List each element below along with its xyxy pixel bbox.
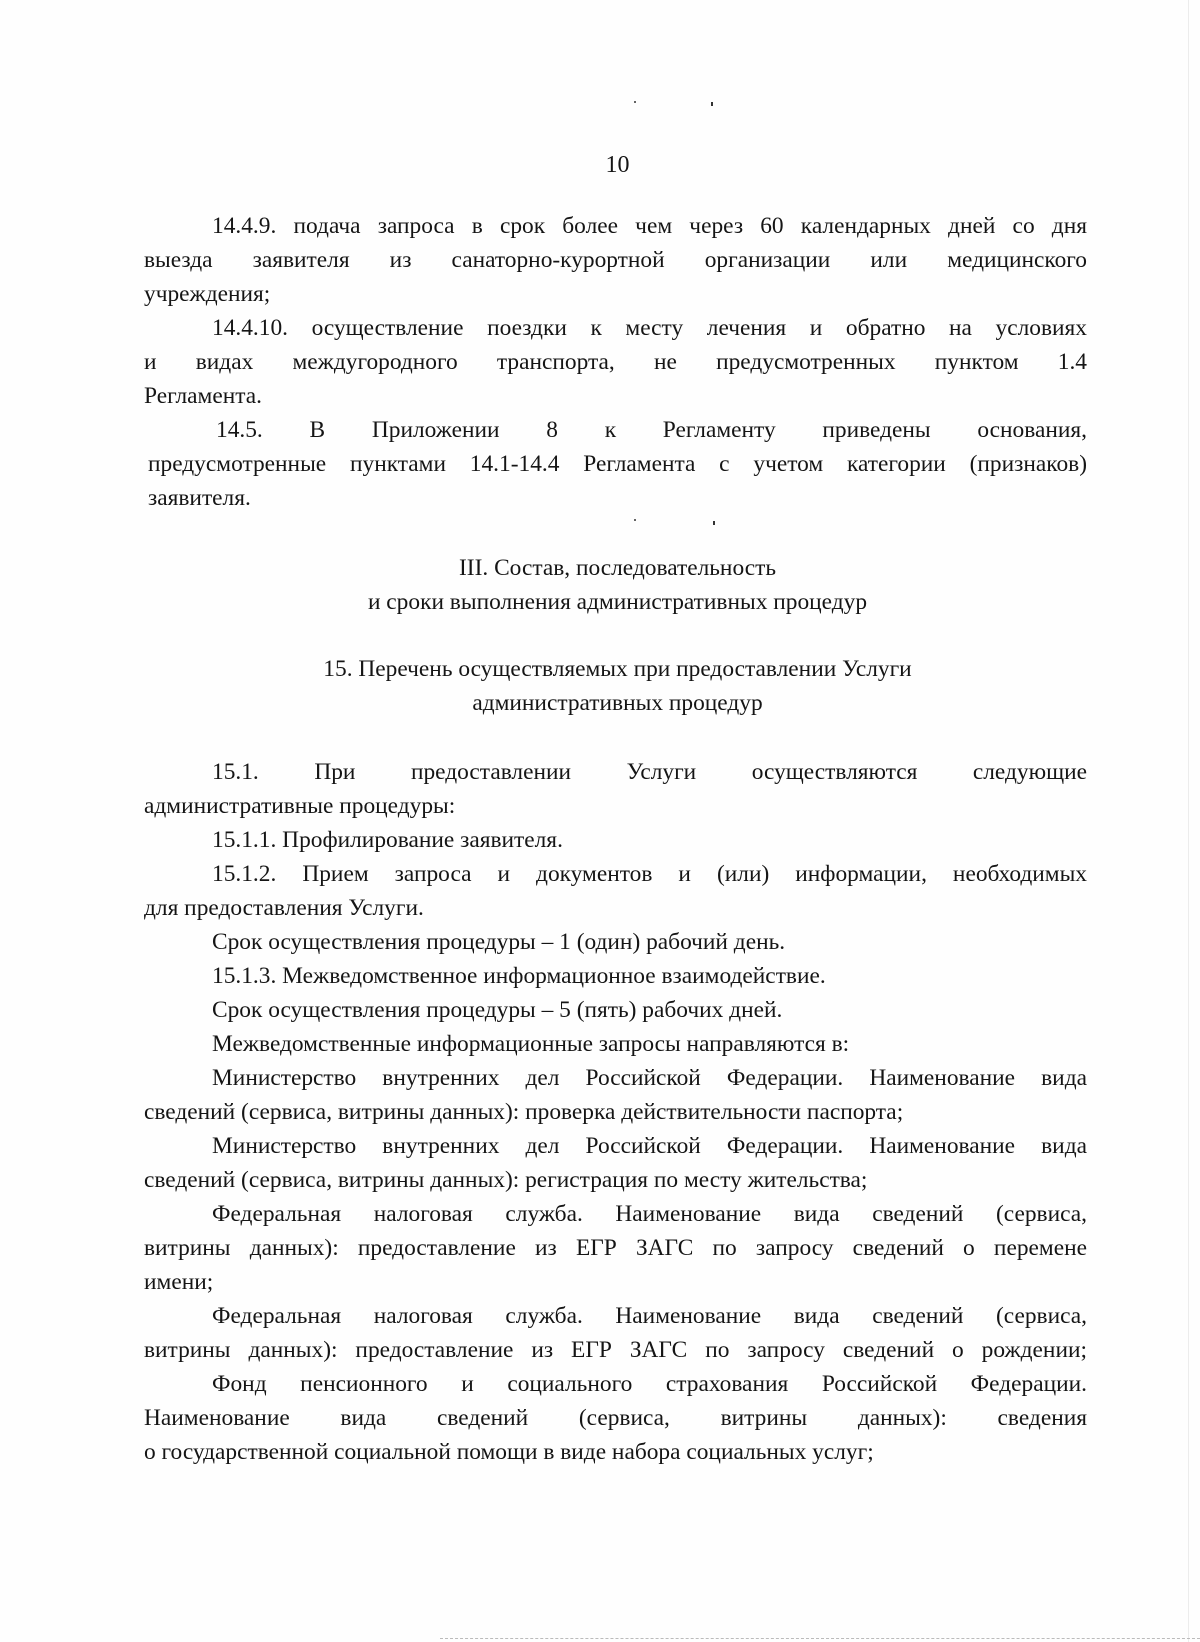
scan-bottom-edge [440,1638,1200,1640]
paragraph-14-5-line-1: 14.5. В Приложении 8 к Регламенту приведены основания, [216,417,1087,443]
item-15-1-3: 15.1.3. Межведомственное информационное взаимодействие. [212,963,826,989]
paragraph-14-4-10-line-3: Регламента. [144,383,262,409]
item-15-1-1: 15.1.1. Профилирование заявителя. [212,827,563,853]
paragraph-14-4-9-line-3: учреждения; [144,281,271,307]
request-4-line-1: Федеральная налоговая служба. Наименование вида сведений (сервиса, [212,1303,1087,1329]
request-5-line-2: Наименование вида сведений (сервиса, витрины данных): сведения [144,1405,1087,1431]
item-15-1-2-line-2: для предоставления Услуги. [144,895,424,921]
scan-speck [634,519,636,521]
request-3-line-1: Федеральная налоговая служба. Наименование вида сведений (сервиса, [212,1201,1087,1227]
paragraph-15-1-line-1: 15.1. При предоставлении Услуги осуществляются следующие [212,759,1087,785]
paragraph-14-4-10-line-2: и видах междугородного транспорта, не предусмотренных пунктом 1.4 [144,349,1087,375]
scan-edge [1188,0,1189,1642]
paragraph-15-1-line-2: административные процедуры: [144,793,456,819]
request-1-line-1: Министерство внутренних дел Российской Федерации. Наименование вида [212,1065,1087,1091]
request-2-line-2: сведений (сервиса, витрины данных): регистрация по месту жительства; [144,1167,868,1193]
paragraph-14-5-line-2: предусмотренные пунктами 14.1-14.4 Регламента с учетом категории (признаков) [148,451,1087,477]
request-4-line-2: витрины данных): предоставление из ЕГР ЗАГС по запросу сведений о рождении; [144,1337,1087,1363]
procedure-term-2: Срок осуществления процедуры – 5 (пять) рабочих дней. [212,997,783,1023]
request-3-line-3: имени; [144,1269,214,1295]
subsection-heading-line-1: 15. Перечень осуществляемых при предоставлении Услуги [323,656,912,682]
paragraph-14-4-9-line-2: выезда заявителя из санаторно-курортной организации или медицинского [144,247,1087,273]
page-number: 10 [605,152,630,178]
procedure-term-1: Срок осуществления процедуры – 1 (один) рабочий день. [212,929,786,955]
paragraph-14-4-9-line-1: 14.4.9. подача запроса в срок более чем через 60 календарных дней со дня [212,213,1087,239]
scan-speck [711,102,713,106]
item-15-1-2-line-1: 15.1.2. Прием запроса и документов и (или) информации, необходимых [212,861,1087,887]
paragraph-14-4-10-line-1: 14.4.10. осуществление поездки к месту лечения и обратно на условиях [212,315,1087,341]
section-heading-line-2: и сроки выполнения административных процедур [367,589,868,615]
section-heading-line-1: III. Состав, последовательность [459,555,776,581]
subsection-heading-line-2: административных процедур [472,690,763,716]
paragraph-14-5-line-3: заявителя. [148,485,251,511]
scan-speck [634,101,636,103]
request-2-line-1: Министерство внутренних дел Российской Федерации. Наименование вида [212,1133,1087,1159]
request-3-line-2: витрины данных): предоставление из ЕГР ЗАГС по запросу сведений о перемене [144,1235,1087,1261]
requests-intro: Межведомственные информационные запросы направляются в: [212,1031,850,1057]
request-5-line-1: Фонд пенсионного и социального страхования Российской Федерации. [212,1371,1087,1397]
request-5-line-3: о государственной социальной помощи в виде набора социальных услуг; [144,1439,874,1465]
request-1-line-2: сведений (сервиса, витрины данных): проверка действительности паспорта; [144,1099,904,1125]
scan-speck [713,521,715,525]
